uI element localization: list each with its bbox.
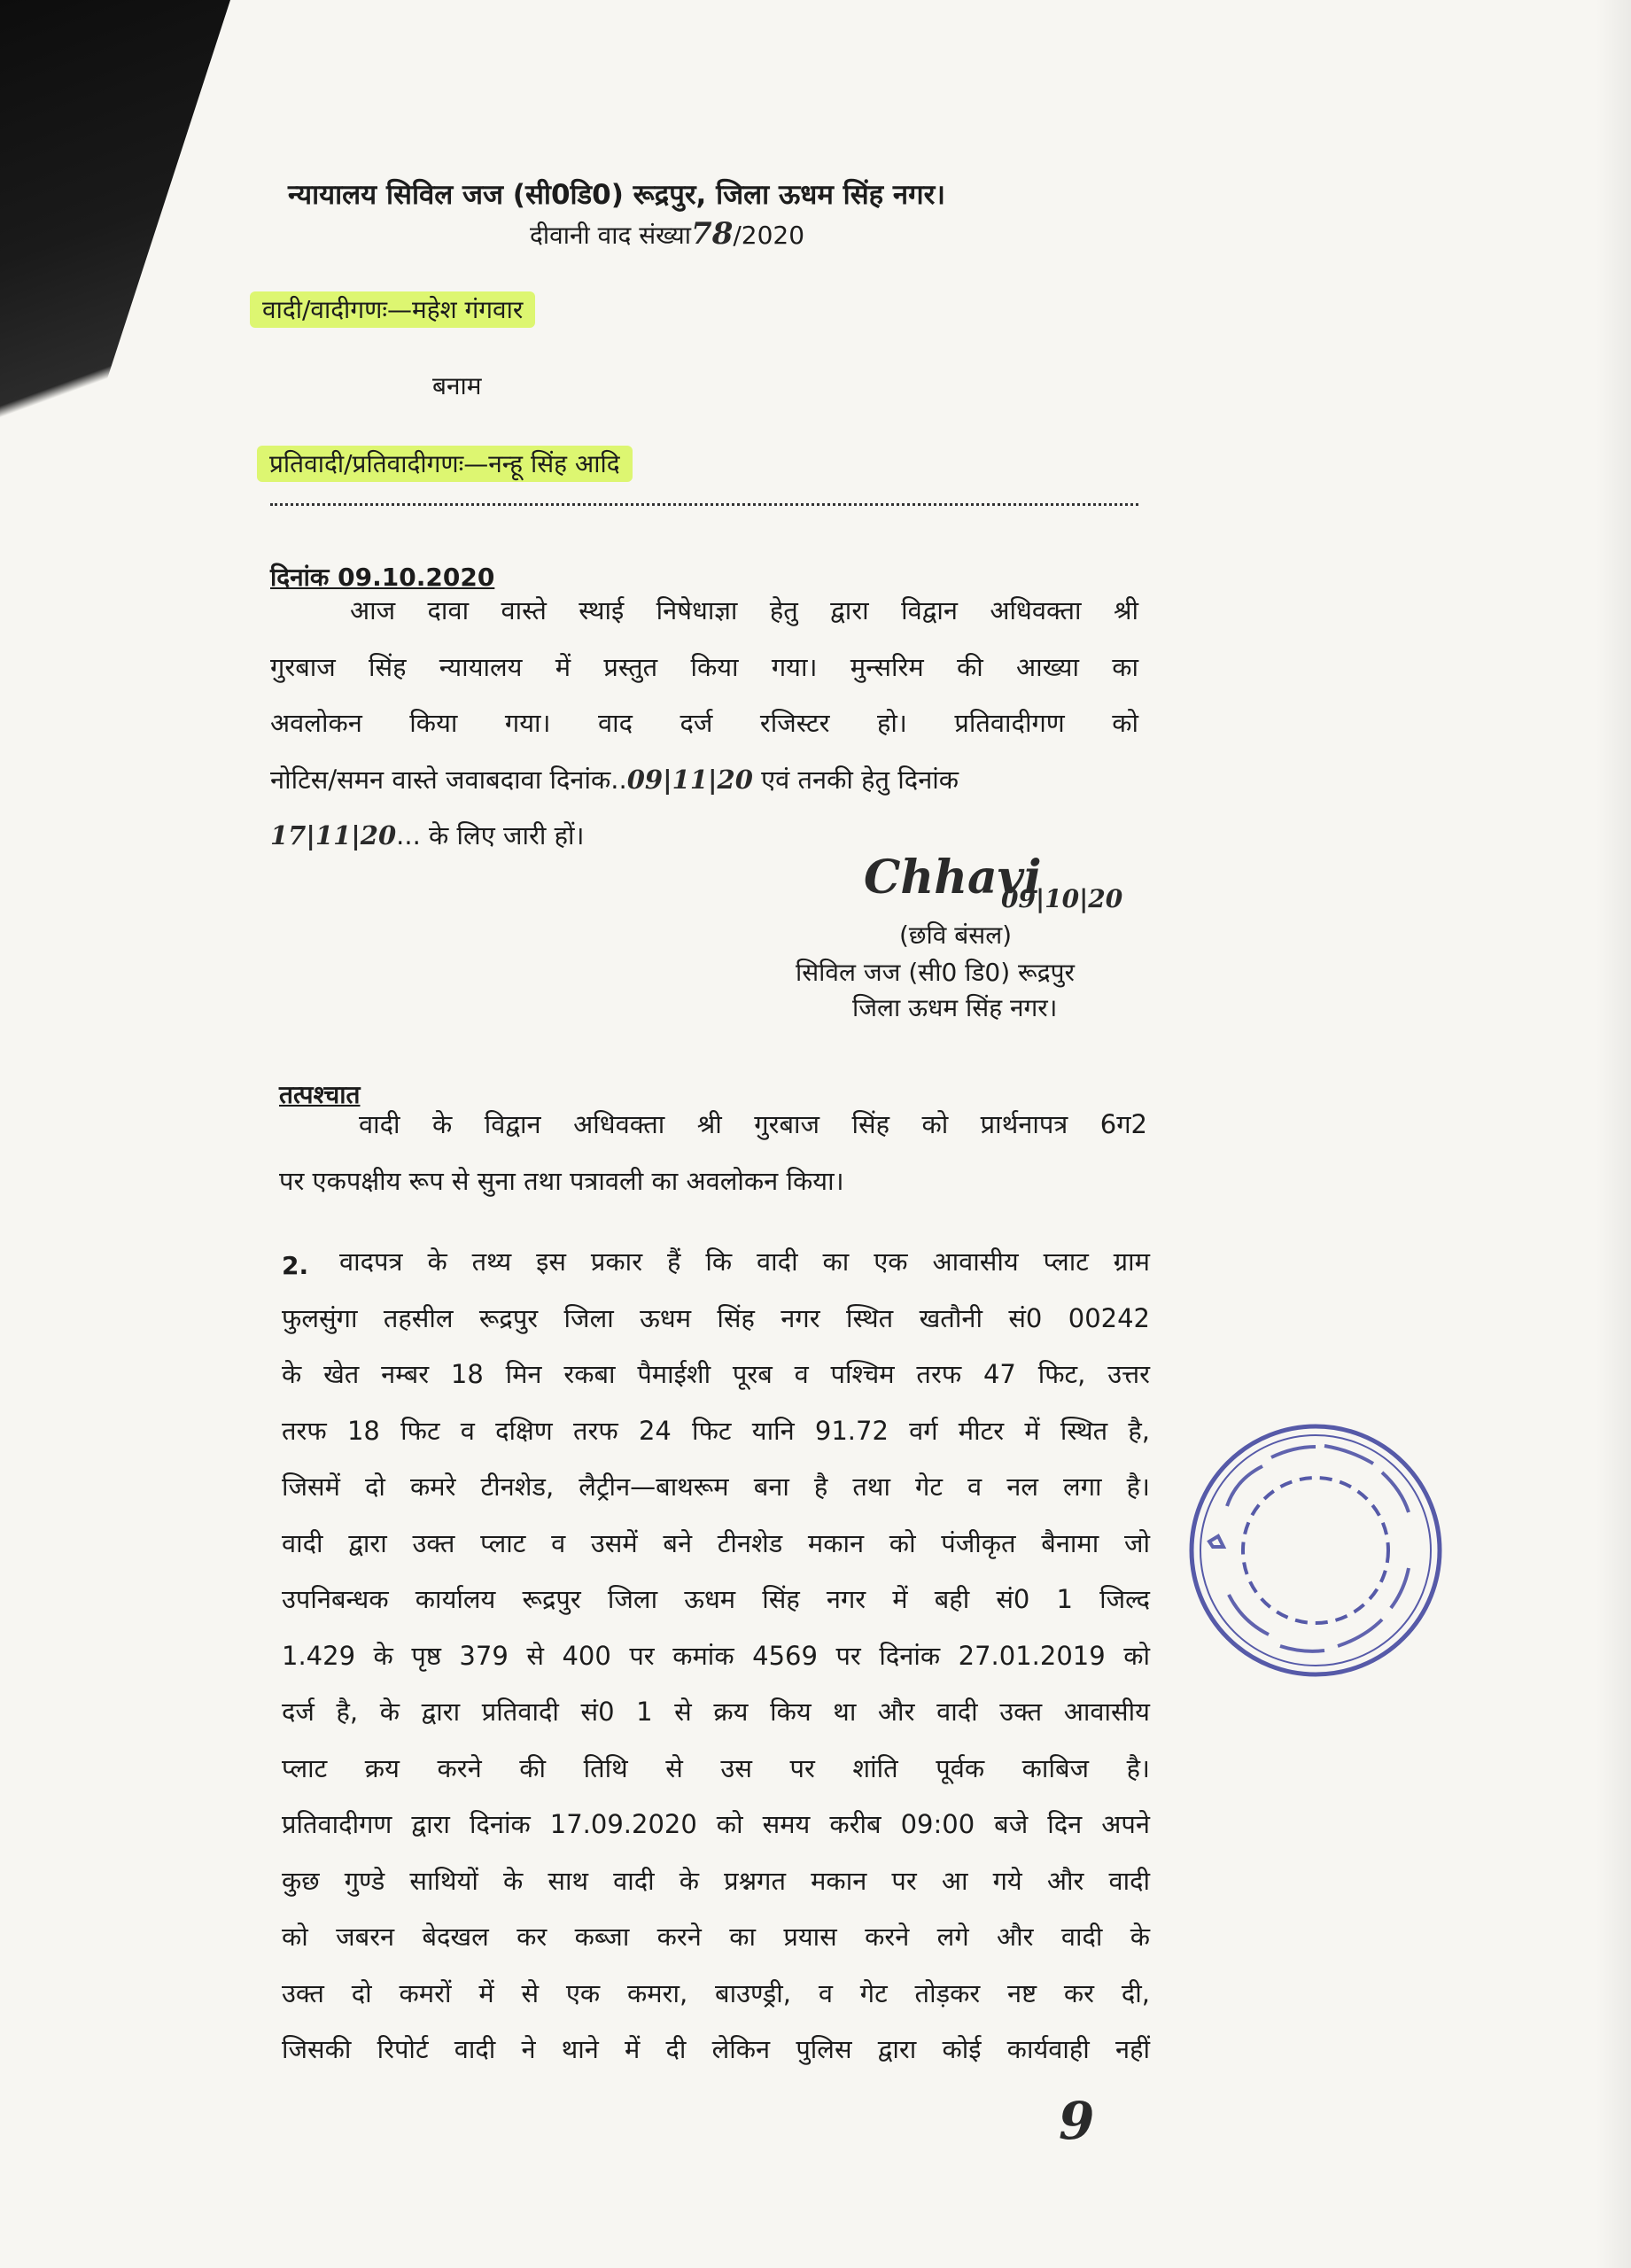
order1-line: अवलोकन किया गया। वाद दर्ज रजिस्टर हो। प्रतिवादीगण को (270, 708, 1138, 738)
para2-line: के खेत नम्बर 18 मिन रकबा पैमाईशी पूरब व पश्चिम तरफ 47 फिट, उत्तर (282, 1359, 1150, 1389)
para2-line: तरफ 18 फिट व दक्षिण तरफ 24 फिट यानि 91.72 वर्ग मीटर में स्थित है, (282, 1415, 1150, 1446)
seal-rings (1192, 1426, 1440, 1674)
defendant-line (257, 447, 633, 480)
case-number: 78 (691, 216, 734, 252)
order1-line: आज दावा वास्ते स्थाई निषेधाज्ञा हेतु द्वारा विद्वान अधिवक्ता श्री (350, 595, 1138, 625)
para2-line: जिसमें दो कमरे टीनशेड, लैट्रीन—बाथरूम बना है तथा गेट व नल लगा है। (282, 1472, 1150, 1502)
case-number-line (530, 216, 804, 252)
order1-text (270, 583, 1138, 865)
para2-line: प्लाट क्रय करने की तिथि से उस पर शांति पूर्वक काबिज है। (282, 1752, 1150, 1783)
plaintiff-name: वादी/वादीगणः—महेश गंगवार (250, 291, 535, 328)
page-number: 9 (1059, 2091, 1095, 2151)
judge-designation: सिविल जज (सी0 डि0) रूद्रपुर (796, 958, 1076, 987)
issue-text: एवं तनकी हेतु दिनांक (761, 764, 959, 795)
para2-line: उक्त दो कमरों में से एक कमरा, बाउण्ड्री, व गेट तोड़कर नष्ट कर दी, (282, 1977, 1150, 2008)
order2-line: वादी के विद्वान अधिवक्ता श्री गुरबाज सिंह को प्रार्थनापत्र 6ग2 (359, 1109, 1147, 1139)
case-year: /2020 (733, 221, 805, 250)
para2-line: फुलसुंगा तहसील रूद्रपुर जिला ऊधम सिंह नगर स्थित खतौनी सं0 00242 (282, 1302, 1150, 1333)
signature-date: 09|10|20 (1001, 884, 1123, 913)
para2-line: उपनिबन्धक कार्यालय रूद्रपुर जिला ऊधम सिंह नगर में बही सं0 1 जिल्द (282, 1584, 1150, 1614)
para2-line: दर्ज है, के द्वारा प्रतिवादी सं0 1 से क्रय किय था और वादी उक्त आवासीय (282, 1697, 1150, 1727)
case-prefix: दीवानी वाद संख्या (530, 221, 692, 250)
versus-label: बनाम (432, 371, 482, 400)
judge-name: (छवि बंसल) (899, 920, 1013, 950)
order2-text (279, 1097, 1147, 1209)
court-seal-stamp (1174, 1409, 1457, 1692)
notice-date-handwritten: 09|11|20 (626, 764, 753, 795)
signature-scrawl: Chhavi (864, 850, 1042, 905)
scan-edge (1596, 0, 1631, 2268)
court-title: न्यायालय सिविल जज (सी0डि0) रूद्रपुर, जिला ऊधम सिंह नगर। (288, 179, 946, 211)
para-number: 2. (282, 1251, 309, 1280)
para2-line: वादी द्वारा उक्त प्लाट व उसमें बने टीनशेड मकान को पंजीकृत बैनामा जो (282, 1527, 1150, 1558)
section-heading: तत्पश्चात (279, 1080, 361, 1109)
issue-suffix: ... के लिए जारी हों। (396, 820, 585, 850)
para2-text (282, 1234, 1150, 2078)
para2-line: 1.429 के पृष्ठ 379 से 400 पर कमांक 4569 पर दिनांक 27.01.2019 को (282, 1640, 1150, 1671)
order1-line: गुरबाज सिंह न्यायालय में प्रस्तुत किया गया। मुन्सरिम की आख्या का (270, 651, 1138, 682)
order-date: दिनांक 09.10.2020 (270, 563, 495, 592)
scan-shadow (0, 0, 230, 496)
para2-line: को जबरन बेदखल कर कब्जा करने का प्रयास करने लगे और वादी के (282, 1922, 1150, 1952)
judge-district: जिला ऊधम सिंह नगर। (852, 993, 1058, 1022)
defendant-name: प्रतिवादी/प्रतिवादीगणः—नन्हू सिंह आदि (257, 446, 633, 482)
notice-text: नोटिस/समन वास्ते जवाबदावा दिनांक.. (270, 764, 627, 795)
dotted-divider (270, 503, 1138, 506)
order2-line: पर एकपक्षीय रूप से सुना तथा पत्रावली का अवलोकन किया। (279, 1165, 844, 1196)
issue-date-handwritten: 17|11|20 (270, 820, 397, 850)
plaintiff-line (250, 292, 535, 326)
para2-line: कुछ गुण्डे साथियों के साथ वादी के प्रश्नगत मकान पर आ गये और वादी (282, 1865, 1150, 1896)
para2-line: प्रतिवादीगण द्वारा दिनांक 17.09.2020 को समय करीब 09:00 बजे दिन अपने (282, 1809, 1150, 1839)
order1-line-4 (270, 752, 1138, 809)
para2-line: वादपत्र के तथ्य इस प्रकार हैं कि वादी का एक आवासीय प्लाट ग्राम (339, 1247, 1150, 1277)
para2-line: जिसकी रिपोर्ट वादी ने थाने में दी लेकिन पुलिस द्वारा कोई कार्यवाही नहीं (282, 2034, 1150, 2064)
